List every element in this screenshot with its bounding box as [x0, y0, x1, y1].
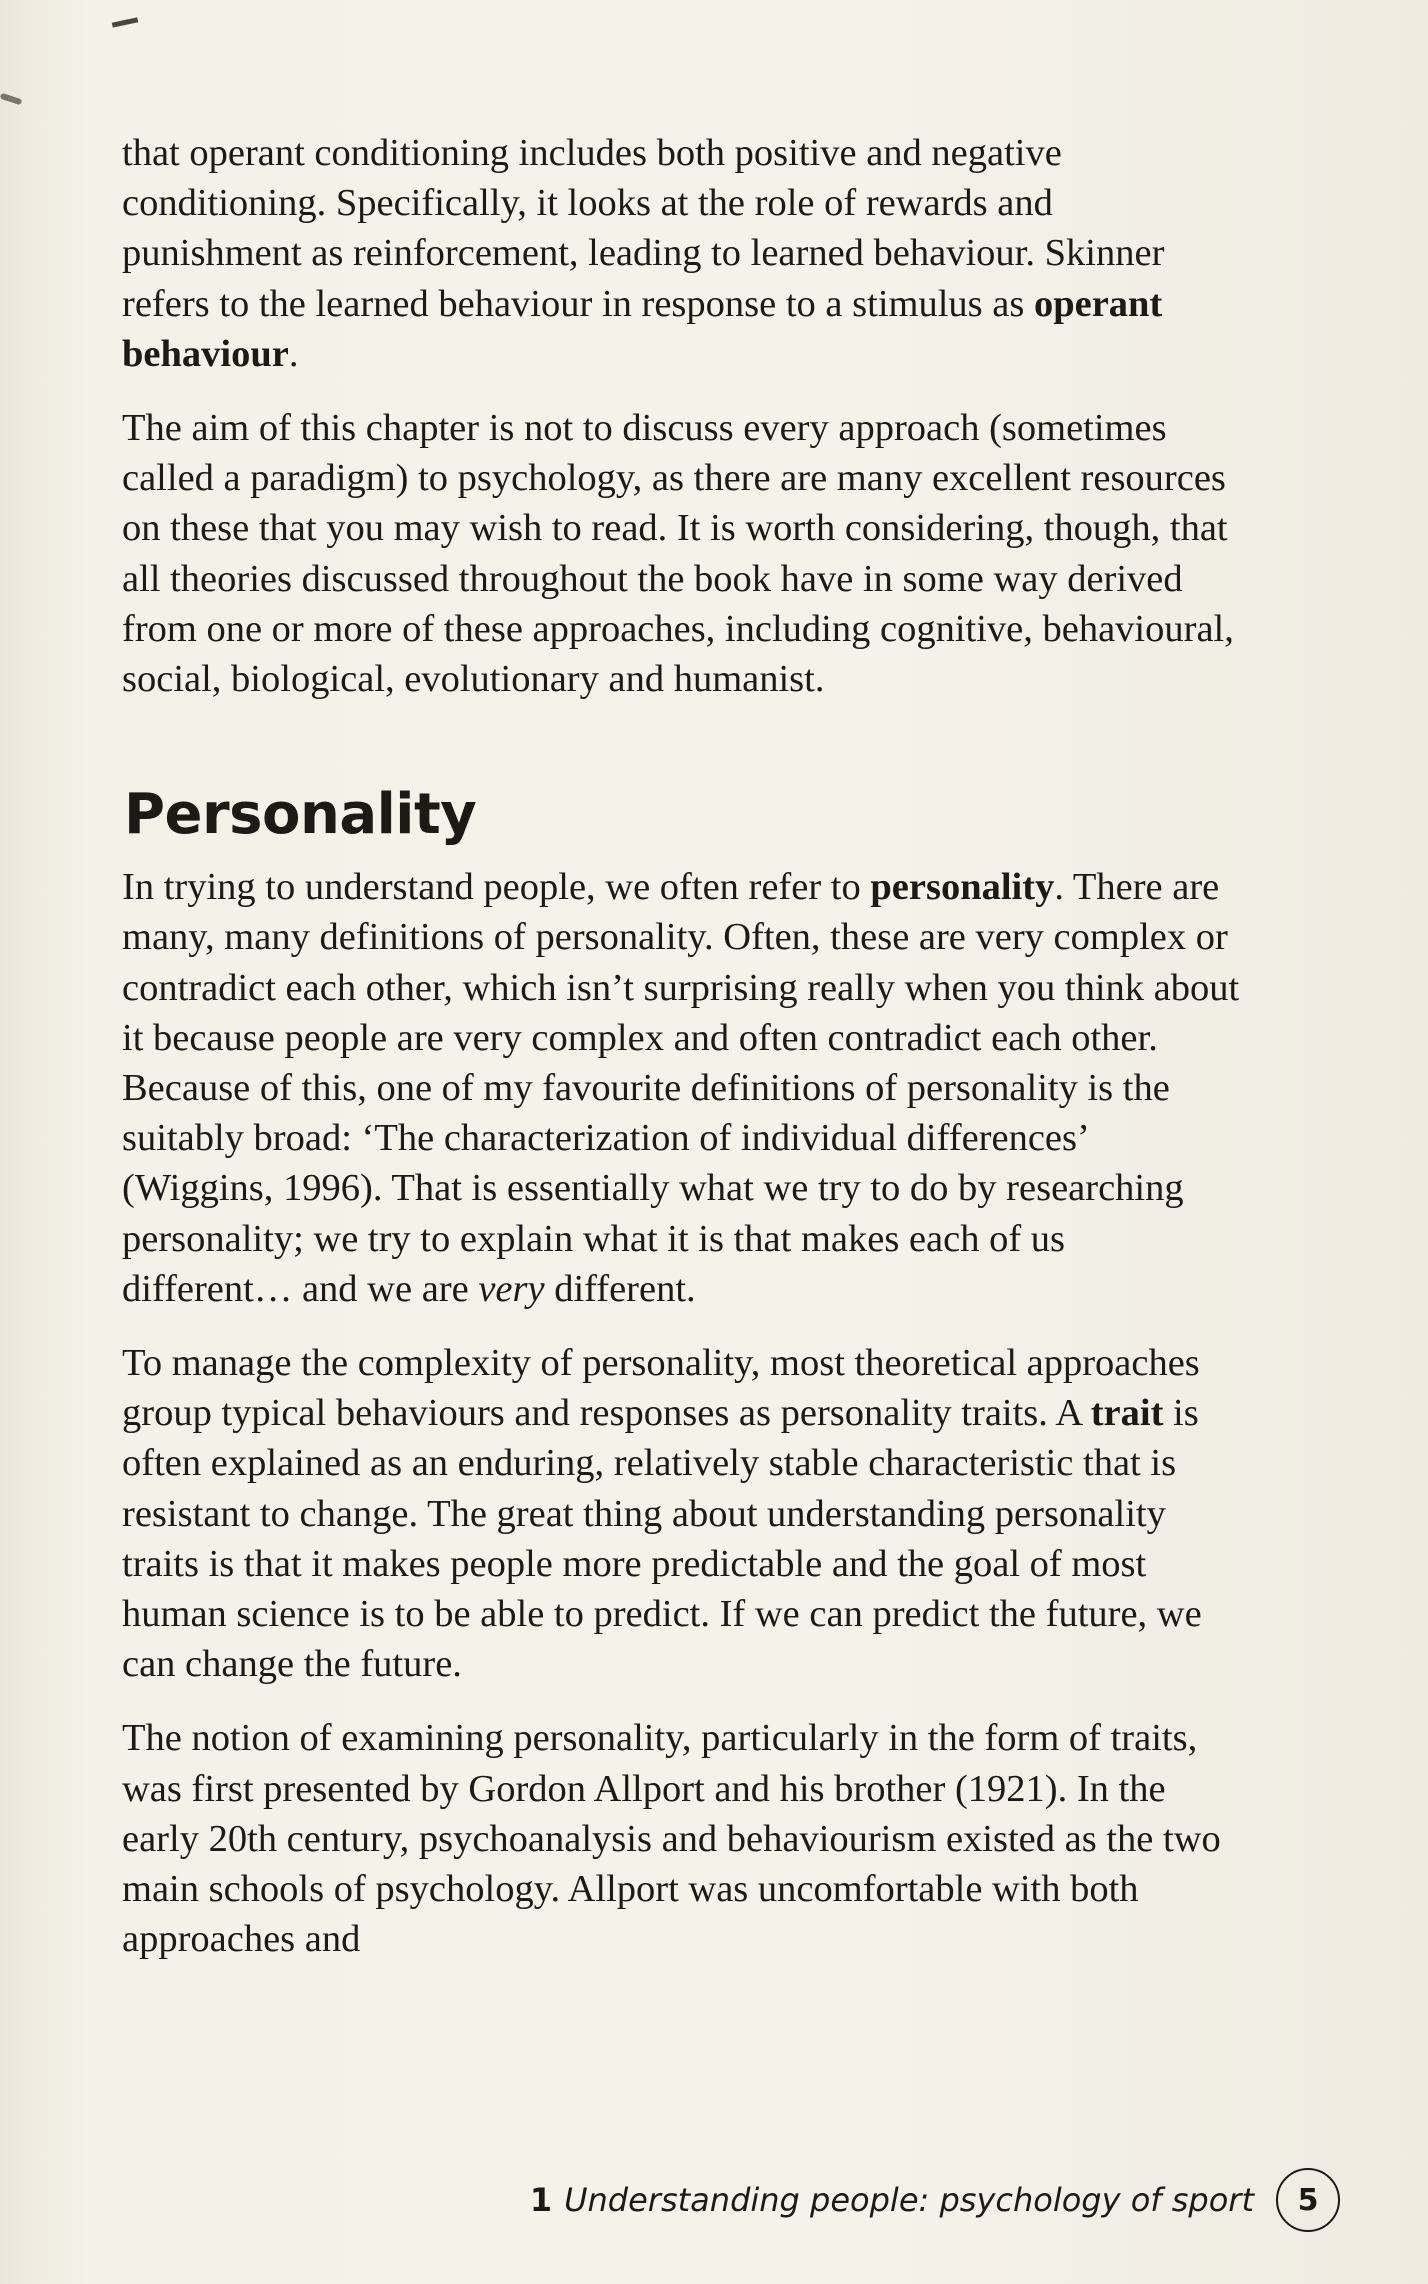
- paragraph-chapter-aim: The aim of this chapter is not to discuss every approach (sometimes called a paradigm) to psychology, as there are many excellent resources on these that you may wish to read. It is worth considering, though, that all theories discussed throughout the book have in some way derived from one or more of these approaches, including cognitive, behavioural, social, biological, evolutionary and humanist.: [122, 407, 1234, 701]
- paragraph-operant-conditioning: that operant conditioning includes both positive and negative conditioning. Specifically, it looks at the role of rewards and punishment as reinforcement, leading to learned behaviour. Skinner refers to the learned behaviour in response to a stimulus as operant behaviour.: [122, 132, 1165, 375]
- key-term-personality: personality: [870, 866, 1055, 909]
- paragraph-allport: The notion of examining personality, particularly in the form of traits, was first presented by Gordon Allport and his brother (1921). In the early 20th century, psychoanalysis and behaviourism existed as the two main schools of psychology. Allport was uncomfortable with both approaches and: [122, 1717, 1221, 1961]
- scan-mark: [0, 93, 22, 106]
- chapter-number: 1: [529, 2181, 553, 2219]
- page-body: [122, 128, 1242, 1989]
- paragraph-personality-definition: In trying to understand people, we often refer to personality. There are many, many definitions of personality. Often, these are very complex or contradict each other, which isn’t surprising really when you think about it because people are very complex and often contradict each other. Because of this, one of my favourite definitions of personality is the suitably broad: ‘The characterization of individual differences’ (Wiggins, 1996). That is essentially what we try to do by researching personality; we try to explain what it is that makes each of us different… and we are very different.: [122, 866, 1240, 1310]
- key-term-operant-behaviour: operant behaviour: [122, 282, 1163, 375]
- section-heading: Personality: [124, 782, 477, 848]
- page-number-badge: [1276, 2168, 1340, 2232]
- emphasis-word: very: [478, 1267, 545, 1310]
- page-footer: [530, 2168, 1340, 2232]
- scan-mark: [112, 17, 138, 27]
- running-head: [530, 2181, 1254, 2219]
- page-number: 5: [1297, 2182, 1319, 2218]
- chapter-title: Understanding people: psychology of sport: [564, 2181, 1254, 2219]
- paragraph-traits: To manage the complexity of personality, most theoretical approaches group typical behaviours and responses as personality traits. A trait is often explained as an enduring, relatively stable characteristic that is resistant to change. The great thing about understanding personality traits is that it makes people more predictable and the goal of most human science is to be able to predict. If we can predict the future, we can change the future.: [122, 1342, 1202, 1686]
- key-term-trait: trait: [1090, 1392, 1164, 1435]
